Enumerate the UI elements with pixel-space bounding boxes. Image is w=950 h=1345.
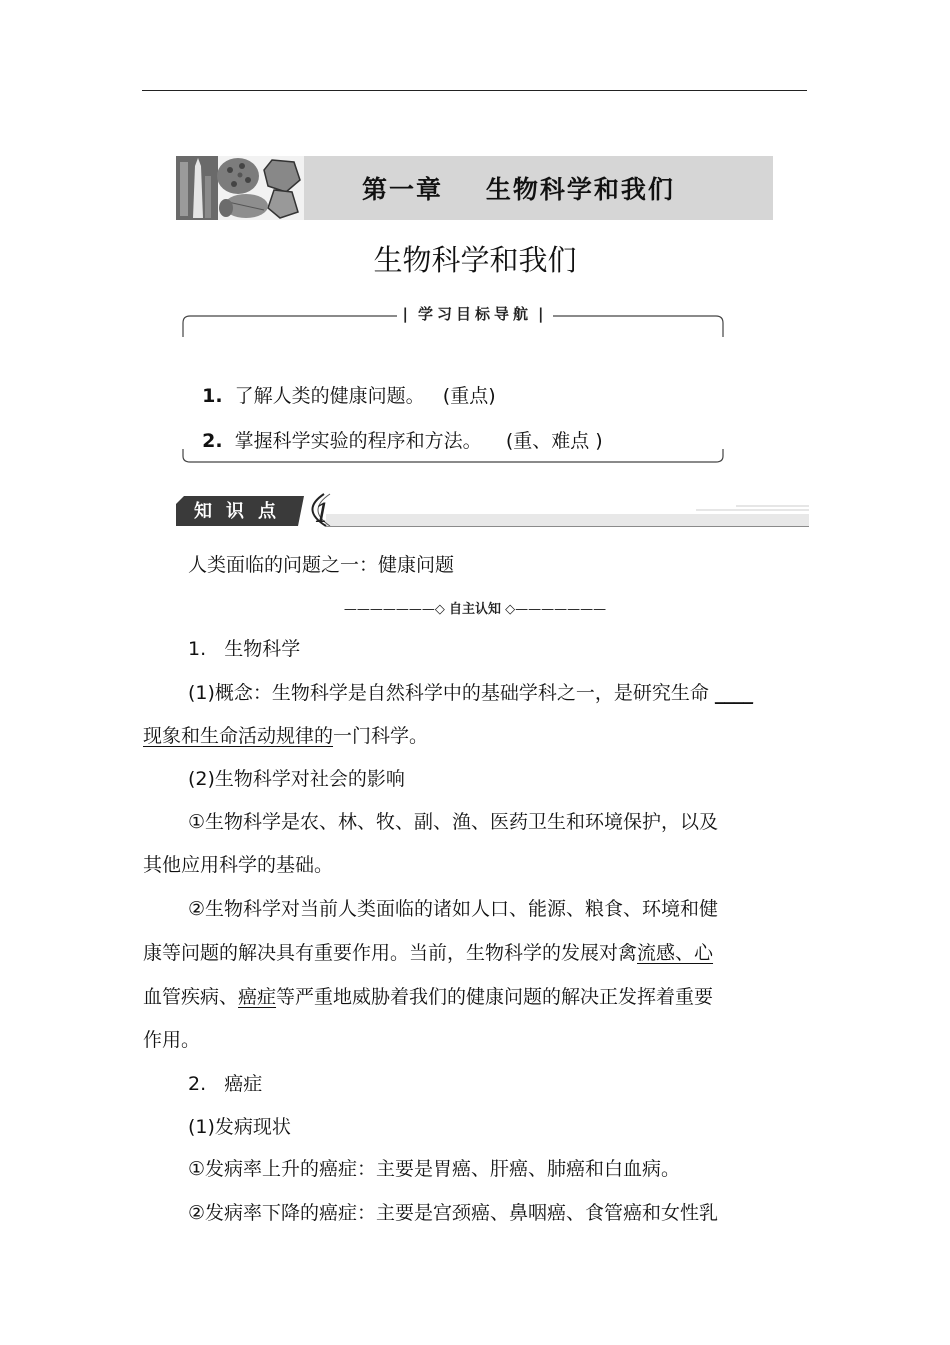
blank-answer: 流感、心 — [637, 942, 714, 964]
chapter-banner — [176, 156, 773, 220]
section-intro: 人类面临的问题之一：健康问题 — [188, 554, 455, 576]
goal-text: 掌握科学实验的程序和方法。 — [234, 430, 482, 452]
paragraph-line: ②发病率下降的癌症：主要是宫颈癌、鼻咽癌、食管癌和女性乳 — [188, 1202, 719, 1224]
header-rule — [142, 90, 807, 91]
learning-goals-label: | 学习目标导航 | — [0, 303, 950, 324]
chapter-title: 第一章 生物科学和我们 — [362, 175, 675, 204]
page-title: 生物科学和我们 — [373, 243, 577, 277]
knowledge-point-header — [176, 490, 809, 530]
paragraph-line: ②生物科学对当前人类面临的诸如人口、能源、粮食、环境和健 — [188, 898, 719, 920]
paragraph-line: 血管疾病、癌症等严重地威胁着我们的健康问题的解决正发挥着重要 — [143, 986, 714, 1008]
section-divider: ———————◇ 自主认知 ◇——————— — [343, 602, 607, 617]
paragraph-line: ①发病率上升的癌症：主要是胃癌、肝癌、肺癌和白血病。 — [188, 1158, 681, 1180]
goal-note: (重点) — [442, 385, 496, 407]
paragraph-line: 现象和生命活动规律的一门科学。 — [143, 725, 429, 747]
goal-num: 2. — [202, 430, 223, 452]
goal-text: 了解人类的健康问题。 — [234, 385, 425, 407]
blank-answer: 现象和生命活动规律的 — [143, 725, 334, 747]
heading-4: (1)发病现状 — [188, 1116, 291, 1138]
goal-item — [190, 359, 496, 408]
heading-3: 2. 癌症 — [188, 1073, 263, 1095]
paragraph-line: ①生物科学是农、林、牧、副、渔、医药卫生和环境保护，以及 — [188, 811, 719, 833]
banner-image — [176, 156, 304, 220]
banner-illustration-icon — [176, 156, 304, 220]
divider-label: 自主认知 — [448, 602, 501, 617]
knowledge-point-number: 1 — [314, 499, 331, 529]
goal-note: (重、难点 ) — [505, 430, 603, 452]
heading-1: 1. 生物科学 — [188, 638, 301, 660]
paragraph-line: 康等问题的解决具有重要作用。当前，生物科学的发展对禽流感、心 — [143, 942, 714, 964]
heading-2: (2)生物科学对社会的影响 — [188, 768, 405, 790]
goal-item — [190, 404, 603, 453]
paragraph-line: 作用。 — [143, 1029, 201, 1051]
blank-answer: 癌症 — [238, 986, 277, 1008]
goal-num: 1. — [202, 385, 223, 407]
knowledge-point-label: 知识点 — [194, 501, 290, 522]
paragraph-line: 其他应用科学的基础。 — [143, 854, 334, 876]
paragraph-line: (1)概念：生物科学是自然科学中的基础学科之一，是研究生命 ____ — [188, 682, 753, 704]
